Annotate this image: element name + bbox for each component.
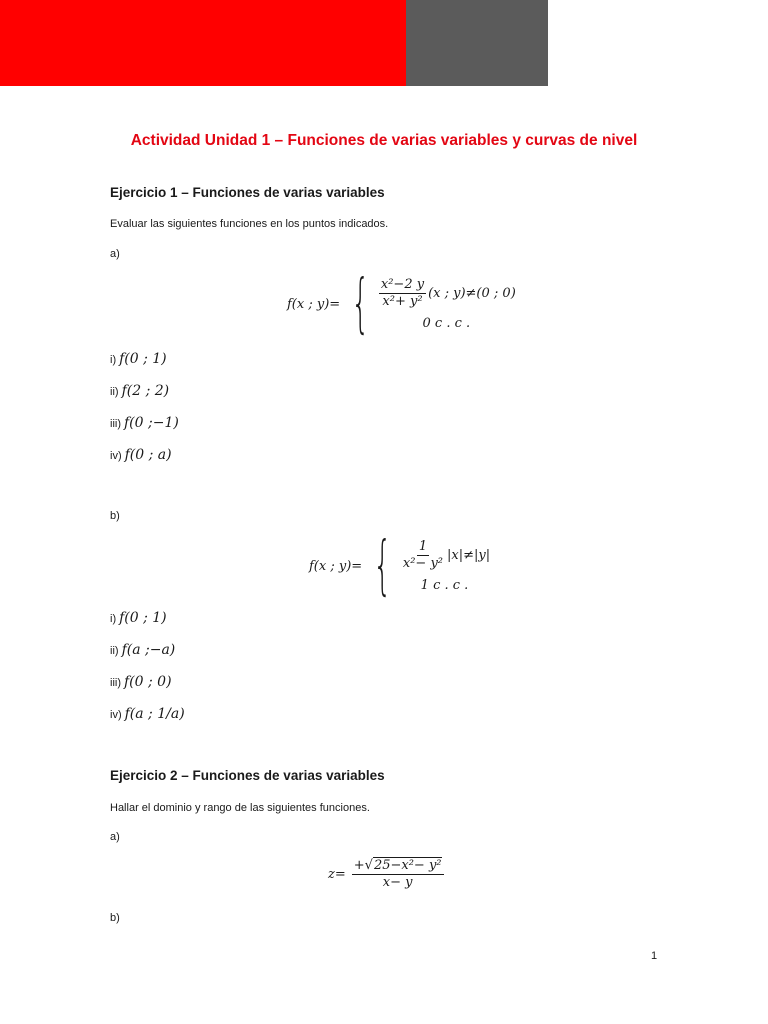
piecewise-function-b: [309, 529, 491, 603]
exercise-1a-label: a): [110, 248, 120, 260]
function-b-denominator: x²− y²: [402, 556, 444, 571]
function-b-case-2: 1 c . c .: [420, 577, 469, 593]
left-brace: {: [351, 267, 370, 341]
exercise-2a-label: a): [110, 831, 120, 843]
document-title: Actividad Unidad 1 – Funciones de varias variables y curvas de nivel: [130, 132, 638, 149]
function-a-case-1: [377, 277, 516, 309]
function-a-numerator: x²−2 y: [380, 277, 425, 293]
function-z-fraction: [352, 858, 444, 890]
exercise-1a-item-1: i) f(0 ; 1): [110, 351, 167, 367]
function-a-case-2: 0 c . c .: [422, 315, 471, 331]
function-a-cases: [377, 277, 516, 330]
exercise-1-heading: Ejercicio 1 – Funciones de varias variables: [110, 185, 385, 200]
exercise-1a-item-2: ii) f(2 ; 2): [110, 383, 170, 399]
exercise-1b-item-2: ii) f(a ;−a): [110, 642, 176, 658]
function-z-lhs: z=: [328, 866, 346, 882]
function-z-denominator: x− y: [382, 874, 413, 890]
function-b-case-1: [399, 539, 490, 571]
exercise-1a-item-4: iv) f(0 ; a): [110, 447, 172, 463]
function-z-numerator: +√25−x²− y²: [353, 858, 442, 873]
exercise-2-intro: Hallar el dominio y rango de las siguientes funciones.: [110, 802, 370, 814]
function-a-lhs: f(x ; y)=: [287, 296, 341, 312]
function-z-formula: [328, 858, 446, 890]
piecewise-function-a: [287, 267, 516, 341]
page-number: 1: [651, 950, 658, 962]
function-a-fraction: [379, 277, 426, 309]
function-a-condition: (x ; y)≠(0 ; 0): [428, 286, 516, 301]
left-brace: {: [373, 529, 392, 603]
exercise-1a-item-3: iii) f(0 ;−1): [110, 415, 179, 431]
function-b-numerator: 1: [418, 539, 428, 555]
exercise-2b-label: b): [110, 912, 120, 924]
sqrt-symbol: √: [364, 858, 373, 873]
header-gray-band: [406, 0, 548, 86]
exercise-1-intro: Evaluar las siguientes funciones en los puntos indicados.: [110, 218, 389, 230]
exercise-1b-label: b): [110, 510, 120, 522]
exercise-1b-item-1: i) f(0 ; 1): [110, 610, 167, 626]
header-red-band: [0, 0, 406, 86]
function-a-denominator: x²+ y²: [382, 294, 423, 309]
function-b-fraction: [401, 539, 445, 571]
exercise-1b-item-4: iv) f(a ; 1/a): [110, 706, 185, 722]
exercise-2-heading: Ejercicio 2 – Funciones de varias variables: [110, 768, 385, 783]
exercise-1b-item-3: iii) f(0 ; 0): [110, 674, 172, 690]
function-b-condition: |x|≠|y|: [447, 548, 491, 563]
function-b-cases: [399, 539, 490, 592]
function-b-lhs: f(x ; y)=: [309, 558, 363, 574]
function-z-radicand: 25−x²− y²: [373, 858, 442, 873]
